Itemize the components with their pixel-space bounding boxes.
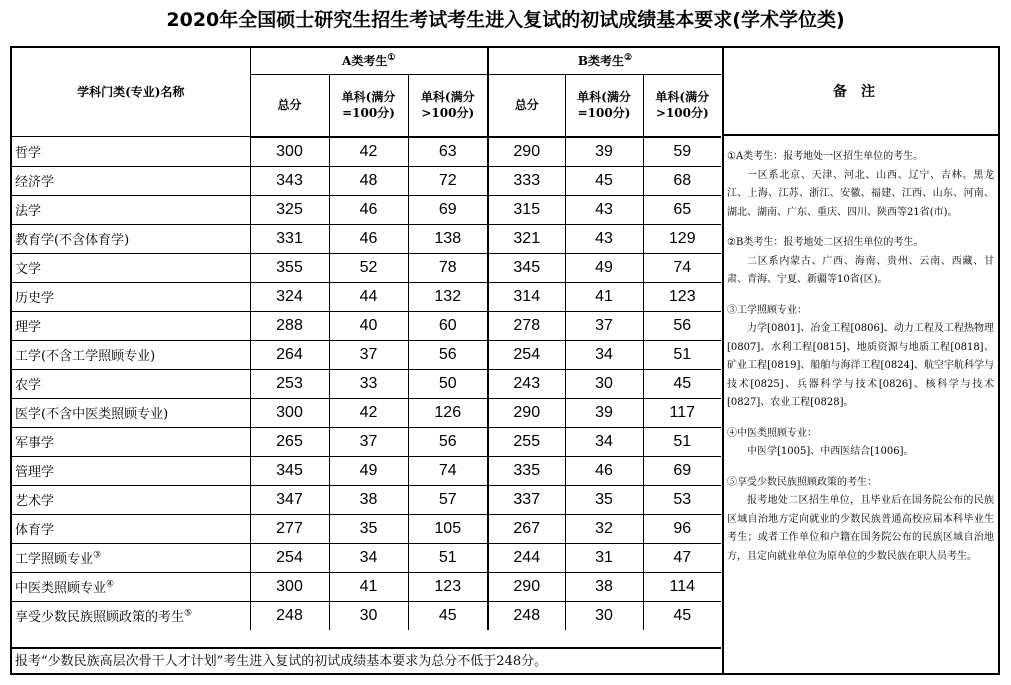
a-single-100-score: 42 [329, 137, 408, 167]
b-total-score: 278 [488, 311, 565, 340]
a-single-gt100-score: 56 [408, 340, 488, 369]
b-single-100-score: 46 [565, 456, 643, 485]
b-single-100-score: 39 [565, 137, 643, 167]
b-total-header: 总分 [488, 75, 565, 137]
b-total-score: 290 [488, 572, 565, 601]
b-single-100-header: 单科(满分 =100分) [565, 75, 643, 137]
b-total-score: 290 [488, 137, 565, 167]
a-total-score: 264 [250, 340, 329, 369]
b-total-score: 254 [488, 340, 565, 369]
table-row [12, 398, 721, 427]
b-single-gt100-score: 96 [643, 514, 721, 543]
b-single-gt100-score: 51 [643, 427, 721, 456]
remark-text: 报考地处二区招生单位，且毕业后在国务院公布的民族区域自治地方定向就业的少数民族普通高校应届本科毕业生考生；或者工作单位和户籍在国务院公布的民族区域自治地方，且定向就业单位为原单位的少数民族在职人员考生。 [727, 495, 994, 562]
b-total-score: 315 [488, 195, 565, 224]
subject-name: 中医类照顾专业④ [12, 572, 250, 601]
subject-name: 法学 [12, 195, 250, 224]
a-total-header: 总分 [250, 75, 329, 137]
table-row [12, 282, 721, 311]
b-total-score: 255 [488, 427, 565, 456]
b-total-score: 244 [488, 543, 565, 572]
a-total-score: 347 [250, 485, 329, 514]
a-single-100-score: 48 [329, 166, 408, 195]
a-single-gt100-score: 57 [408, 485, 488, 514]
a-single-100-score: 37 [329, 340, 408, 369]
subject-name: 教育学(不含体育学) [12, 224, 250, 253]
table-row [12, 369, 721, 398]
b-single-gt100-score: 69 [643, 456, 721, 485]
b-single-gt100-score: 123 [643, 282, 721, 311]
subject-name: 体育学 [12, 514, 250, 543]
score-table-frame [10, 46, 1000, 675]
b-single-100-score: 43 [565, 224, 643, 253]
a-single-100-score: 49 [329, 456, 408, 485]
b-single-100-score: 34 [565, 340, 643, 369]
b-single-100-score: 38 [565, 572, 643, 601]
b-single-100-score: 34 [565, 427, 643, 456]
b-single-100-score: 49 [565, 253, 643, 282]
b-single-100-score: 31 [565, 543, 643, 572]
b-single-100-score: 32 [565, 514, 643, 543]
b-single-gt100-score: 68 [643, 166, 721, 195]
table-row [12, 340, 721, 369]
subject-name: 享受少数民族照顾政策的考生⑤ [12, 601, 250, 630]
subject-name: 农学 [12, 369, 250, 398]
a-single-100-score: 46 [329, 195, 408, 224]
a-single-gt100-score: 132 [408, 282, 488, 311]
a-total-score: 277 [250, 514, 329, 543]
remark-text: 二区系内蒙古、广西、海南、贵州、云南、西藏、甘肃、青海、宁夏、新疆等10省(区)。 [727, 255, 994, 285]
a-single-gt100-score: 63 [408, 137, 488, 167]
a-single-gt100-score: 60 [408, 311, 488, 340]
table-row [12, 195, 721, 224]
remark-heading: ④中医类照顾专业： [727, 427, 817, 439]
footer-note: 报考“少数民族高层次骨干人才计划”考生进入复试的初试成绩基本要求为总分不低于248分。 [12, 647, 721, 673]
b-single-gt100-score: 56 [643, 311, 721, 340]
table-row [12, 514, 721, 543]
table-row [12, 543, 721, 572]
remark-text: 一区系北京、天津、河北、山西、辽宁、吉林、黑龙江、上海、江苏、浙江、安徽、福建、江西、山东、河南、湖北、湖南、广东、重庆、四川、陕西等21省(市)。 [727, 169, 994, 218]
subject-name: 军事学 [12, 427, 250, 456]
remark-heading: ①A类考生：报考地处一区招生单位的考生。 [727, 151, 924, 162]
subject-column-header: 学科门类(专业)名称 [12, 48, 250, 137]
group-a-header: A类考生① [250, 48, 488, 75]
a-single-100-score: 33 [329, 369, 408, 398]
a-total-score: 248 [250, 601, 329, 630]
a-single-100-score: 46 [329, 224, 408, 253]
subject-name: 历史学 [12, 282, 250, 311]
a-single-100-score: 34 [329, 543, 408, 572]
a-single-100-score: 42 [329, 398, 408, 427]
a-total-score: 300 [250, 572, 329, 601]
table-row [12, 485, 721, 514]
a-single-gt100-score: 51 [408, 543, 488, 572]
a-single-100-score: 44 [329, 282, 408, 311]
b-total-score: 337 [488, 485, 565, 514]
b-total-score: 333 [488, 166, 565, 195]
remark-heading: ⑤享受少数民族照顾政策的考生： [727, 476, 877, 488]
b-single-100-score: 35 [565, 485, 643, 514]
b-total-score: 267 [488, 514, 565, 543]
a-total-score: 345 [250, 456, 329, 485]
a-total-score: 253 [250, 369, 329, 398]
a-single-gt100-score: 74 [408, 456, 488, 485]
table-row [12, 166, 721, 195]
a-total-score: 265 [250, 427, 329, 456]
b-single-100-score: 30 [565, 601, 643, 630]
a-single-gt100-score: 123 [408, 572, 488, 601]
a-single-gt100-score: 45 [408, 601, 488, 630]
b-single-gt100-score: 117 [643, 398, 721, 427]
b-single-gt100-score: 74 [643, 253, 721, 282]
b-total-score: 248 [488, 601, 565, 630]
b-single-100-score: 39 [565, 398, 643, 427]
a-single-100-score: 38 [329, 485, 408, 514]
a-total-score: 288 [250, 311, 329, 340]
subject-name: 工学照顾专业③ [12, 543, 250, 572]
b-single-gt100-score: 65 [643, 195, 721, 224]
subject-name: 医学(不含中医类照顾专业) [12, 398, 250, 427]
subject-name: 艺术学 [12, 485, 250, 514]
table-row [12, 427, 721, 456]
a-single-gt100-score: 50 [408, 369, 488, 398]
a-single-gt100-score: 78 [408, 253, 488, 282]
table-row [12, 601, 721, 630]
a-single-gt100-score: 69 [408, 195, 488, 224]
a-single-gt100-score: 56 [408, 427, 488, 456]
b-single-gt100-score: 59 [643, 137, 721, 167]
a-total-score: 254 [250, 543, 329, 572]
a-single-100-score: 35 [329, 514, 408, 543]
a-single-gt100-score: 126 [408, 398, 488, 427]
remark-text: 中医学[1005]、中西医结合[1006]。 [747, 446, 914, 457]
b-single-100-score: 37 [565, 311, 643, 340]
subject-name: 文学 [12, 253, 250, 282]
a-single-gt100-score: 105 [408, 514, 488, 543]
score-table [12, 48, 721, 630]
remark-heading: ②B类考生：报考地处二区招生单位的考生。 [727, 237, 924, 248]
a-total-score: 300 [250, 398, 329, 427]
b-single-gt100-score: 45 [643, 369, 721, 398]
table-row [12, 253, 721, 282]
a-single-100-score: 52 [329, 253, 408, 282]
table-row [12, 311, 721, 340]
a-single-100-score: 41 [329, 572, 408, 601]
remarks-header: 备注 [722, 48, 998, 136]
b-single-gt100-header: 单科(满分 >100分) [643, 75, 721, 137]
b-single-gt100-score: 45 [643, 601, 721, 630]
b-single-gt100-score: 129 [643, 224, 721, 253]
b-total-score: 243 [488, 369, 565, 398]
b-single-100-score: 30 [565, 369, 643, 398]
subject-name: 管理学 [12, 456, 250, 485]
a-single-100-header: 单科(满分 =100分) [329, 75, 408, 137]
a-total-score: 325 [250, 195, 329, 224]
a-single-100-score: 30 [329, 601, 408, 630]
b-single-100-score: 43 [565, 195, 643, 224]
subject-name: 哲学 [12, 137, 250, 167]
b-total-score: 314 [488, 282, 565, 311]
subject-name: 经济学 [12, 166, 250, 195]
a-single-gt100-header: 单科(满分 >100分) [408, 75, 488, 137]
remark-text: 力学[0801]、冶金工程[0806]、动力工程及工程热物理[0807]、水利工程[0815]、地质资源与地质工程[0818]、矿业工程[0819]、船舶与海洋工程[0824]、航空宇航科学与技术[0825]、兵器科学与技术[0826]、核科学与技术[0827]、农业工程[0828]。 [727, 323, 994, 408]
remarks-panel [722, 136, 998, 673]
a-single-gt100-score: 72 [408, 166, 488, 195]
a-total-score: 331 [250, 224, 329, 253]
group-b-header: B类考生② [488, 48, 721, 75]
b-single-gt100-score: 51 [643, 340, 721, 369]
page-title: 2020年全国硕士研究生招生考试考生进入复试的初试成绩基本要求(学术学位类) [166, 9, 845, 31]
b-single-gt100-score: 47 [643, 543, 721, 572]
b-total-score: 290 [488, 398, 565, 427]
subject-name: 工学(不含工学照顾专业) [12, 340, 250, 369]
subject-name: 理学 [12, 311, 250, 340]
a-total-score: 300 [250, 137, 329, 167]
table-row [12, 224, 721, 253]
a-single-100-score: 40 [329, 311, 408, 340]
a-total-score: 355 [250, 253, 329, 282]
b-single-gt100-score: 114 [643, 572, 721, 601]
a-total-score: 324 [250, 282, 329, 311]
a-single-100-score: 37 [329, 427, 408, 456]
table-row [12, 137, 721, 167]
table-row [12, 572, 721, 601]
remark-heading: ③工学照顾专业： [727, 304, 807, 316]
b-single-gt100-score: 53 [643, 485, 721, 514]
a-single-gt100-score: 138 [408, 224, 488, 253]
b-total-score: 321 [488, 224, 565, 253]
b-single-100-score: 45 [565, 166, 643, 195]
b-single-100-score: 41 [565, 282, 643, 311]
b-total-score: 345 [488, 253, 565, 282]
table-row [12, 456, 721, 485]
b-total-score: 335 [488, 456, 565, 485]
a-total-score: 343 [250, 166, 329, 195]
